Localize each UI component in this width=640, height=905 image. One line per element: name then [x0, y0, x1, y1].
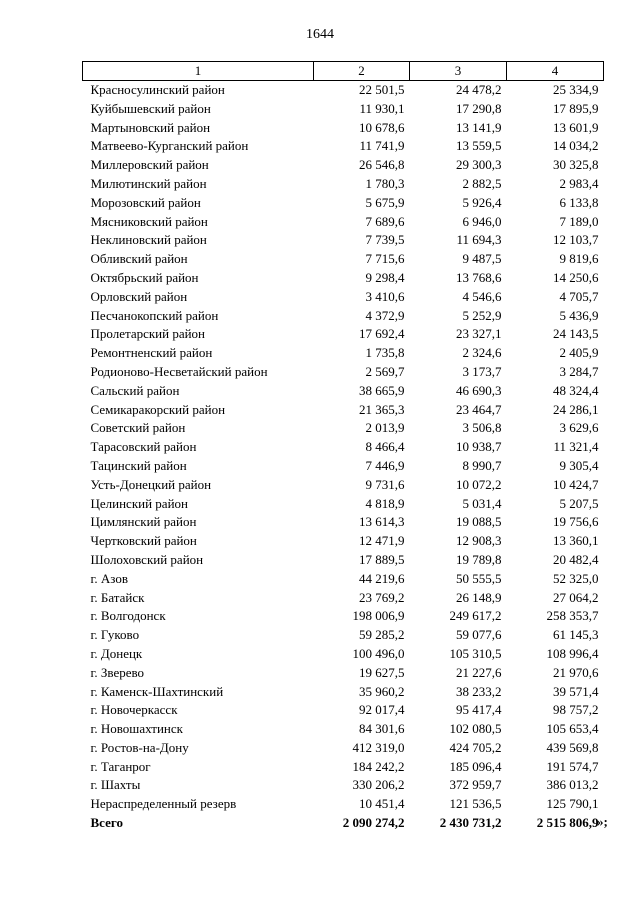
value-cell-col3: 11 694,3 [456, 232, 502, 248]
row-name-cell: Морозовский район [90, 194, 201, 210]
row-name-cell: Неклиновский район [90, 232, 207, 248]
row-name-cell: г. Батайск [90, 589, 145, 605]
value-cell-col4: 12 103,7 [553, 232, 599, 248]
table-row [83, 720, 604, 739]
value-cell-col4: 27 064,2 [553, 589, 599, 605]
table-row [83, 495, 604, 514]
value-cell-col2: 59 285,2 [359, 627, 405, 643]
value-cell-col4: 5 436,9 [559, 307, 599, 323]
value-cell-col4: 52 325,0 [553, 570, 599, 586]
value-cell-col4: 24 143,5 [553, 326, 599, 342]
value-cell-col3: 13 559,5 [456, 138, 502, 154]
table-row [83, 739, 604, 758]
row-name-cell: Матвеево-Курганский район [90, 138, 249, 154]
value-cell-col3: 3 506,8 [462, 420, 502, 436]
table-row [83, 325, 604, 344]
page-number: 1644 [306, 27, 334, 42]
table-row [83, 645, 604, 664]
value-cell-col3: 21 227,6 [456, 664, 502, 680]
value-cell-col4: 125 790,1 [546, 796, 599, 812]
value-cell-col3: 13 141,9 [456, 119, 502, 135]
row-name-cell: Тарасовский район [90, 439, 197, 455]
value-cell-col2: 7 739,5 [365, 232, 405, 248]
value-cell-col3: 102 080,5 [449, 721, 502, 737]
value-cell-col2: 2 569,7 [365, 363, 405, 379]
value-cell-col4: 386 013,2 [546, 777, 599, 793]
row-name-cell: Октябрьский район [90, 269, 199, 285]
row-name-cell: Семикаракорский район [90, 401, 226, 417]
value-cell-col2: 92 017,4 [359, 702, 405, 718]
value-cell-col3: 95 417,4 [456, 702, 502, 718]
value-cell-col2: 7 715,6 [365, 251, 405, 267]
table-row [83, 476, 604, 495]
value-cell-col4: 19 756,6 [553, 514, 599, 530]
total-row [83, 814, 604, 833]
row-name-cell: г. Гуково [90, 627, 140, 643]
budget-table [82, 61, 604, 833]
value-cell-col4: 13 601,9 [553, 119, 599, 135]
value-cell-col3: 249 617,2 [449, 608, 502, 624]
value-cell-col3: 59 077,6 [456, 627, 502, 643]
row-name-cell: Мясниковский район [90, 213, 208, 229]
value-cell-col2: 412 319,0 [352, 739, 405, 755]
value-cell-col3: 372 959,7 [449, 777, 502, 793]
table-row [83, 344, 604, 363]
value-cell-col3: 8 990,7 [462, 457, 502, 473]
table-row [83, 250, 604, 269]
row-name-cell: г. Новочеркасск [90, 702, 178, 718]
table-row [83, 269, 604, 288]
table-row [83, 81, 604, 100]
row-name-cell: Цимлянский район [90, 514, 197, 530]
value-cell-col2: 2 090 274,2 [342, 815, 405, 831]
value-cell-col3: 105 310,5 [449, 645, 502, 661]
value-cell-col3: 5 252,9 [462, 307, 502, 323]
value-cell-col4: 48 324,4 [553, 382, 599, 398]
value-cell-col3: 2 324,6 [462, 345, 502, 361]
table-row [83, 438, 604, 457]
value-cell-col2: 44 219,6 [359, 570, 405, 586]
value-cell-col4: 14 034,2 [553, 138, 599, 154]
table-row [83, 570, 604, 589]
closing-quote-mark: »; [597, 814, 608, 829]
value-cell-col3: 26 148,9 [456, 589, 502, 605]
value-cell-col2: 184 242,2 [352, 758, 405, 774]
row-name-cell: Всего [90, 815, 123, 831]
row-name-cell: Чертковский район [90, 533, 197, 549]
table-row [83, 137, 604, 156]
value-cell-col4: 9 305,4 [559, 457, 599, 473]
value-cell-col4: 14 250,6 [553, 269, 599, 285]
value-cell-col4: 30 325,8 [553, 157, 599, 173]
value-cell-col3: 46 690,3 [456, 382, 502, 398]
value-cell-col3: 19 088,5 [456, 514, 502, 530]
value-cell-col2: 10 451,4 [359, 796, 405, 812]
value-cell-col4: 439 569,8 [546, 739, 599, 755]
row-name-cell: г. Таганрог [90, 758, 151, 774]
column-header-3: 3 [410, 62, 507, 81]
table-row [83, 288, 604, 307]
table-header [83, 62, 604, 81]
table-row [83, 100, 604, 119]
value-cell-col4: 191 574,7 [546, 758, 599, 774]
value-cell-col4: 6 133,8 [559, 194, 599, 210]
value-cell-col2: 9 298,4 [365, 269, 405, 285]
header-row [83, 62, 604, 81]
value-cell-col4: 24 286,1 [553, 401, 599, 417]
value-cell-col4: 4 705,7 [559, 288, 599, 304]
table-row [83, 607, 604, 626]
value-cell-col4: 13 360,1 [553, 533, 599, 549]
value-cell-col4: 258 353,7 [546, 608, 599, 624]
table-row [83, 758, 604, 777]
value-cell-col3: 17 290,8 [456, 100, 502, 116]
value-cell-col2: 22 501,5 [359, 82, 405, 97]
row-name-cell: г. Волгодонск [90, 608, 166, 624]
table-row [83, 457, 604, 476]
value-cell-col4: 17 895,9 [553, 100, 599, 116]
value-cell-col2: 1 735,8 [365, 345, 405, 361]
value-cell-col3: 13 768,6 [456, 269, 502, 285]
table-row [83, 194, 604, 213]
value-cell-col4: 11 321,4 [553, 439, 599, 455]
column-header-2: 2 [314, 62, 410, 81]
value-cell-col2: 5 675,9 [365, 194, 405, 210]
row-name-cell: Мартыновский район [90, 119, 211, 135]
value-cell-col2: 4 818,9 [365, 495, 405, 511]
value-cell-col3: 23 464,7 [456, 401, 502, 417]
row-name-cell: Милютинский район [90, 175, 207, 191]
value-cell-col2: 19 627,5 [359, 664, 405, 680]
value-cell-col3: 38 233,2 [456, 683, 502, 699]
value-cell-col2: 35 960,2 [359, 683, 405, 699]
table-row [83, 156, 604, 175]
value-cell-col4: 2 515 806,9 [536, 815, 599, 831]
row-name-cell: Советский район [90, 420, 186, 436]
value-cell-col2: 330 206,2 [352, 777, 405, 793]
value-cell-col2: 100 496,0 [352, 645, 405, 661]
value-cell-col3: 6 946,0 [462, 213, 502, 229]
row-name-cell: Обливский район [90, 251, 188, 267]
value-cell-col2: 13 614,3 [359, 514, 405, 530]
row-name-cell: Красносулинский район [90, 82, 225, 97]
value-cell-col2: 12 471,9 [359, 533, 405, 549]
value-cell-col3: 23 327,1 [456, 326, 502, 342]
value-cell-col4: 10 424,7 [553, 476, 599, 492]
value-cell-col2: 9 731,6 [365, 476, 405, 492]
value-cell-col2: 17 692,4 [359, 326, 405, 342]
column-header-1: 1 [83, 62, 314, 81]
value-cell-col4: 3 284,7 [559, 363, 599, 379]
table-row [83, 513, 604, 532]
table-row [83, 683, 604, 702]
value-cell-col2: 8 466,4 [365, 439, 405, 455]
value-cell-col3: 2 882,5 [462, 175, 502, 191]
value-cell-col2: 38 665,9 [359, 382, 405, 398]
value-cell-col4: 9 819,6 [559, 251, 599, 267]
table-row [83, 382, 604, 401]
value-cell-col3: 24 478,2 [456, 82, 502, 97]
table-body [83, 81, 604, 833]
row-name-cell: Песчанокопский район [90, 307, 219, 323]
value-cell-col3: 5 031,4 [462, 495, 502, 511]
value-cell-col4: 21 970,6 [553, 664, 599, 680]
value-cell-col4: 3 629,6 [559, 420, 599, 436]
table-row [83, 701, 604, 720]
value-cell-col3: 9 487,5 [462, 251, 502, 267]
row-name-cell: г. Ростов-на-Дону [90, 739, 189, 755]
value-cell-col2: 11 741,9 [359, 138, 405, 154]
value-cell-col2: 21 365,3 [359, 401, 405, 417]
value-cell-col2: 7 689,6 [365, 213, 405, 229]
value-cell-col3: 3 173,7 [462, 363, 502, 379]
value-cell-col4: 5 207,5 [559, 495, 599, 511]
value-cell-col3: 10 938,7 [456, 439, 502, 455]
value-cell-col4: 108 996,4 [546, 645, 599, 661]
value-cell-col2: 23 769,2 [359, 589, 405, 605]
row-name-cell: Сальский район [90, 382, 180, 398]
value-cell-col3: 5 926,4 [462, 194, 502, 210]
row-name-cell: г. Азов [90, 570, 128, 586]
row-name-cell: г. Донецк [90, 645, 143, 661]
value-cell-col3: 2 430 731,2 [439, 815, 502, 831]
value-cell-col2: 17 889,5 [359, 551, 405, 567]
table-row [83, 307, 604, 326]
value-cell-col4: 2 983,4 [559, 175, 599, 191]
value-cell-col4: 25 334,9 [553, 82, 599, 97]
value-cell-col2: 1 780,3 [365, 175, 405, 191]
value-cell-col3: 424 705,2 [449, 739, 502, 755]
row-name-cell: г. Зверево [90, 664, 145, 680]
table-row [83, 551, 604, 570]
row-name-cell: Родионово-Несветайский район [90, 363, 268, 379]
value-cell-col3: 50 555,5 [456, 570, 502, 586]
table-row [83, 532, 604, 551]
value-cell-col2: 3 410,6 [365, 288, 405, 304]
value-cell-col3: 19 789,8 [456, 551, 502, 567]
table-row [83, 776, 604, 795]
value-cell-col4: 105 653,4 [546, 721, 599, 737]
value-cell-col4: 98 757,2 [553, 702, 599, 718]
row-name-cell: Миллеровский район [90, 157, 209, 173]
row-name-cell: Целинский район [90, 495, 188, 511]
value-cell-col2: 10 678,6 [359, 119, 405, 135]
table-row [83, 119, 604, 138]
value-cell-col3: 121 536,5 [449, 796, 502, 812]
table-row [83, 589, 604, 608]
value-cell-col3: 4 546,6 [462, 288, 502, 304]
value-cell-col2: 84 301,6 [359, 721, 405, 737]
row-name-cell: Пролетарский район [90, 326, 206, 342]
value-cell-col4: 61 145,3 [553, 627, 599, 643]
table-row [83, 664, 604, 683]
value-cell-col3: 185 096,4 [449, 758, 502, 774]
value-cell-col3: 10 072,2 [456, 476, 502, 492]
value-cell-col2: 7 446,9 [365, 457, 405, 473]
value-cell-col2: 2 013,9 [365, 420, 405, 436]
row-name-cell: Орловский район [90, 288, 188, 304]
row-name-cell: Усть-Донецкий район [90, 476, 212, 492]
table-row [83, 795, 604, 814]
row-name-cell: г. Шахты [90, 777, 141, 793]
column-header-4: 4 [507, 62, 604, 81]
table-row [83, 231, 604, 250]
table-row [83, 626, 604, 645]
value-cell-col3: 12 908,3 [456, 533, 502, 549]
table-row [83, 401, 604, 420]
value-cell-col2: 198 006,9 [352, 608, 405, 624]
value-cell-col2: 4 372,9 [365, 307, 405, 323]
value-cell-col2: 26 546,8 [359, 157, 405, 173]
value-cell-col3: 29 300,3 [456, 157, 502, 173]
row-name-cell: Куйбышевский район [90, 100, 211, 116]
value-cell-col4: 2 405,9 [559, 345, 599, 361]
row-name-cell: Тацинский район [90, 457, 187, 473]
table-row [83, 419, 604, 438]
row-name-cell: г. Каменск-Шахтинский [90, 683, 224, 699]
value-cell-col4: 39 571,4 [553, 683, 599, 699]
row-name-cell: Шолоховский район [90, 551, 204, 567]
value-cell-col4: 7 189,0 [559, 213, 599, 229]
table-row [83, 213, 604, 232]
value-cell-col2: 11 930,1 [359, 100, 405, 116]
row-name-cell: Ремонтненский район [90, 345, 213, 361]
row-name-cell: Нераспределенный резерв [90, 796, 237, 812]
table-row [83, 175, 604, 194]
table-row [83, 363, 604, 382]
row-name-cell: г. Новошахтинск [90, 721, 183, 737]
value-cell-col4: 20 482,4 [553, 551, 599, 567]
